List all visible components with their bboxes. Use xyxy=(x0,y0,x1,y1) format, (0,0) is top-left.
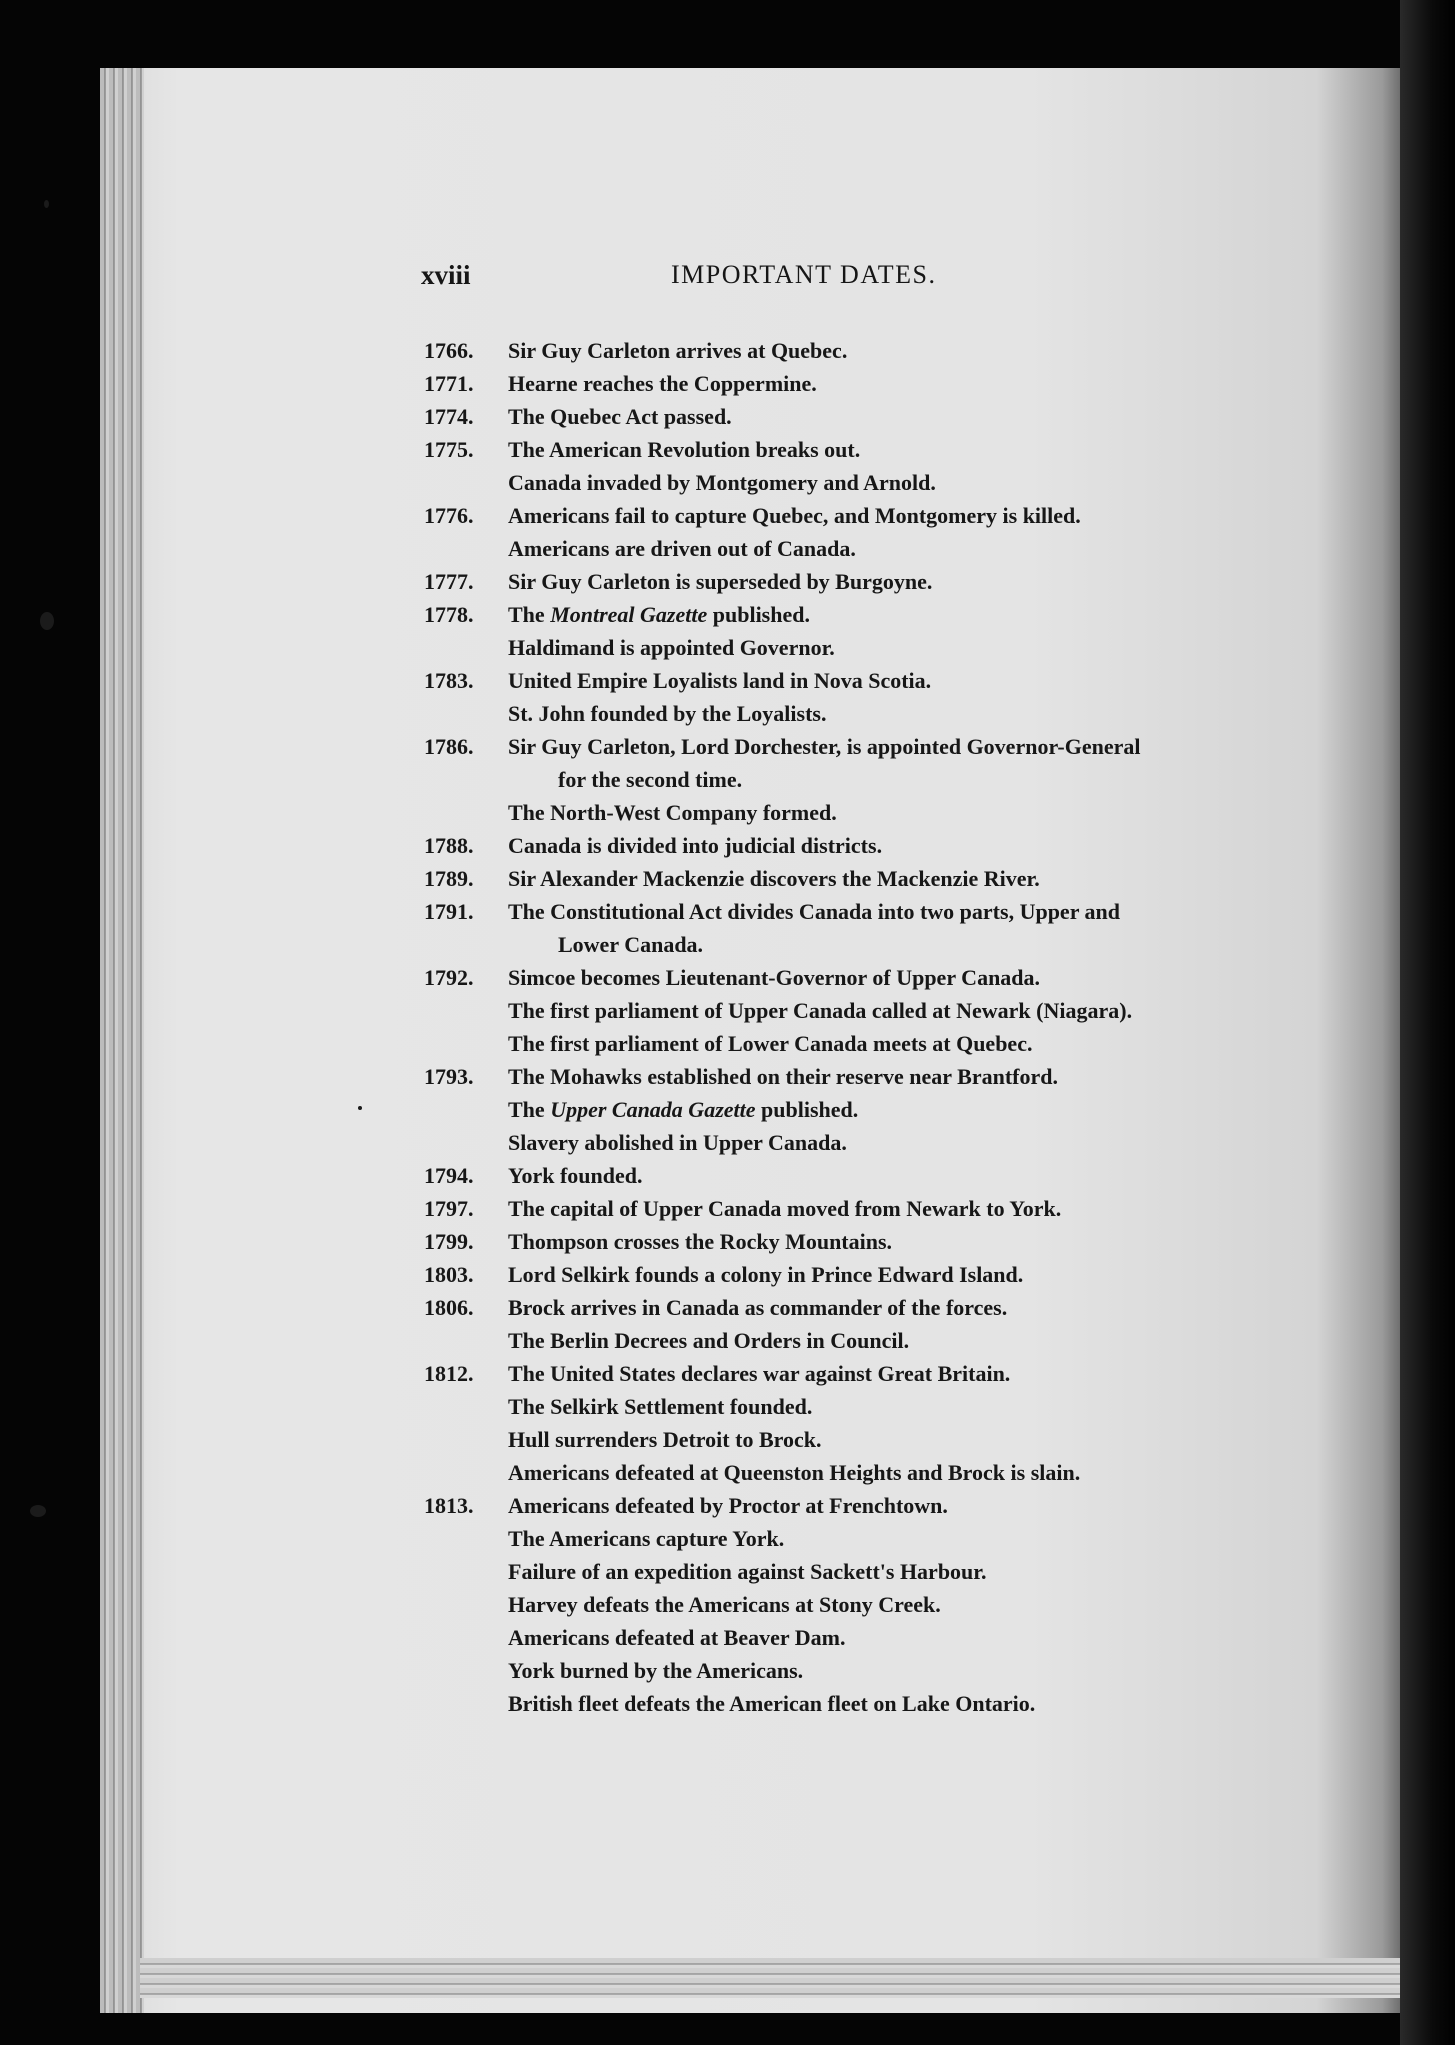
entry-text xyxy=(508,1555,987,1588)
entry-text xyxy=(508,1489,948,1522)
date-entry xyxy=(424,1588,1304,1621)
entry-text-part: Thompson crosses the Rocky Mountains. xyxy=(508,1229,893,1254)
entry-text xyxy=(508,1522,784,1555)
entry-text xyxy=(508,730,1140,763)
date-entry xyxy=(424,961,1304,994)
date-entry xyxy=(424,1126,1304,1159)
publication-title: Upper Canada Gazette xyxy=(550,1097,756,1122)
entry-year: 1813. xyxy=(424,1493,474,1518)
date-entry xyxy=(424,1654,1304,1687)
entry-text-part: The United States declares war against Great Britain. xyxy=(508,1361,1011,1386)
entry-text xyxy=(508,1126,847,1159)
entry-text xyxy=(558,928,703,961)
date-entry xyxy=(424,565,1304,598)
entry-text-part: The xyxy=(508,602,551,627)
entry-text-part: Americans fail to capture Quebec, and Montgomery is killed. xyxy=(508,503,1081,528)
entry-text xyxy=(508,433,860,466)
entry-year: 1794. xyxy=(424,1163,474,1188)
entry-text xyxy=(508,1687,1035,1720)
entry-text xyxy=(508,796,837,829)
date-entry xyxy=(424,367,1304,400)
entry-text-part: St. John founded by the Loyalists. xyxy=(508,701,827,726)
date-entry xyxy=(424,1060,1304,1093)
date-entry xyxy=(424,1423,1304,1456)
book-binding-shadow xyxy=(1400,0,1455,2045)
entry-year: 1778. xyxy=(424,602,474,627)
entry-text-part: Harvey defeats the Americans at Stony Creek. xyxy=(508,1592,941,1617)
scan-speck xyxy=(40,612,54,630)
date-entry xyxy=(424,1192,1304,1225)
date-entry xyxy=(424,400,1304,433)
entry-year: 1793. xyxy=(424,1064,474,1089)
entry-year: 1774. xyxy=(424,404,474,429)
entry-text xyxy=(508,1159,642,1192)
entry-text xyxy=(508,1390,812,1423)
scan-speck xyxy=(44,200,49,208)
entry-text xyxy=(508,400,732,433)
date-entry xyxy=(424,499,1304,532)
entry-text xyxy=(508,598,810,631)
entry-text xyxy=(508,697,826,730)
date-entry xyxy=(424,1324,1304,1357)
entry-text-part: York burned by the Americans. xyxy=(508,1658,804,1683)
page-stack-left-edge xyxy=(100,68,144,2013)
entry-year: 1799. xyxy=(424,1229,474,1254)
entry-text-part: Simcoe becomes Lieutenant-Governor of Upper Canada. xyxy=(508,965,1041,990)
entry-text xyxy=(508,1060,1058,1093)
entry-year: 1776. xyxy=(424,503,474,528)
entry-text-part: Canada invaded by Montgomery and Arnold. xyxy=(508,470,936,495)
entry-text-part: United Empire Loyalists land in Nova Scotia. xyxy=(508,668,932,693)
date-entry xyxy=(424,1456,1304,1489)
entry-text-part: published. xyxy=(707,602,810,627)
date-entry xyxy=(424,1258,1304,1291)
entry-text-part: The Americans capture York. xyxy=(508,1526,785,1551)
entry-text-part: The Berlin Decrees and Orders in Council. xyxy=(508,1328,910,1353)
date-entry xyxy=(424,763,1304,796)
entry-text-part: Americans are driven out of Canada. xyxy=(508,536,856,561)
date-entry xyxy=(424,1291,1304,1324)
entry-text-part: Americans defeated at Beaver Dam. xyxy=(508,1625,846,1650)
entry-text-part: The Mohawks established on their reserve near Brantford. xyxy=(508,1064,1058,1089)
page-stack-bottom-edge xyxy=(140,1958,1422,1998)
entry-text xyxy=(508,367,817,400)
entry-text-part: Slavery abolished in Upper Canada. xyxy=(508,1130,847,1155)
date-entry xyxy=(424,466,1304,499)
entry-text xyxy=(508,829,882,862)
entry-text-part: The Constitutional Act divides Canada into two parts, Upper and xyxy=(508,899,1121,924)
entry-year: 1791. xyxy=(424,899,474,924)
date-entry xyxy=(424,1687,1304,1720)
entry-year: 1789. xyxy=(424,866,474,891)
entry-text xyxy=(508,1588,941,1621)
entry-text xyxy=(508,631,835,664)
date-entry xyxy=(424,895,1304,928)
entry-text xyxy=(508,1093,858,1126)
scan-speck xyxy=(358,1106,362,1110)
entry-text-part: The first parliament of Upper Canada called at Newark (Niagara). xyxy=(508,998,1133,1023)
date-entry xyxy=(424,1390,1304,1423)
entry-text-part: British fleet defeats the American fleet on Lake Ontario. xyxy=(508,1691,1036,1716)
entry-text xyxy=(508,1654,803,1687)
entry-text-part: The American Revolution breaks out. xyxy=(508,437,861,462)
entry-text-part: Hearne reaches the Coppermine. xyxy=(508,371,817,396)
entry-text-part: Americans defeated by Proctor at Frenchtown. xyxy=(508,1493,948,1518)
entry-text-part: Sir Guy Carleton arrives at Quebec. xyxy=(508,338,848,363)
date-entry xyxy=(424,730,1304,763)
entry-text xyxy=(508,1225,892,1258)
entry-text-part: Americans defeated at Queenston Heights and Brock is slain. xyxy=(508,1460,1081,1485)
running-title: IMPORTANT DATES. xyxy=(671,260,937,289)
date-entry xyxy=(424,796,1304,829)
entry-text-part: Hull surrenders Detroit to Brock. xyxy=(508,1427,822,1452)
entry-text xyxy=(508,466,936,499)
entry-year: 1803. xyxy=(424,1262,474,1287)
entry-year: 1783. xyxy=(424,668,474,693)
entry-year: 1786. xyxy=(424,734,474,759)
entry-text xyxy=(508,1192,1061,1225)
date-entry xyxy=(424,433,1304,466)
date-entry xyxy=(424,928,1304,961)
entry-text xyxy=(508,994,1132,1027)
entry-text xyxy=(508,1423,821,1456)
entry-text xyxy=(508,862,1040,895)
entry-text-part: Lower Canada. xyxy=(558,932,704,957)
date-entry xyxy=(424,1489,1304,1522)
entry-text xyxy=(508,664,931,697)
entry-text xyxy=(508,895,1120,928)
entry-text xyxy=(508,1357,1010,1390)
entry-text xyxy=(508,532,856,565)
entry-year: 1788. xyxy=(424,833,474,858)
entry-year: 1812. xyxy=(424,1361,474,1386)
entry-text xyxy=(508,1621,845,1654)
entry-year: 1792. xyxy=(424,965,474,990)
date-entry xyxy=(424,697,1304,730)
entry-text-part: Failure of an expedition against Sackett's Harbour. xyxy=(508,1559,987,1584)
dates-list xyxy=(424,334,1304,1720)
entry-text-part: The Selkirk Settlement founded. xyxy=(508,1394,813,1419)
date-entry xyxy=(424,1093,1304,1126)
entry-year: 1775. xyxy=(424,437,474,462)
page-number: xviii xyxy=(421,260,471,290)
entry-text xyxy=(508,499,1081,532)
date-entry xyxy=(424,631,1304,664)
entry-text-part: published. xyxy=(755,1097,859,1122)
entry-text-part: Lord Selkirk founds a colony in Prince Edward Island. xyxy=(508,1262,1024,1287)
date-entry xyxy=(424,862,1304,895)
entry-text xyxy=(508,1324,909,1357)
entry-text-part: York founded. xyxy=(508,1163,643,1188)
entry-text-part: Sir Guy Carleton is superseded by Burgoyne. xyxy=(508,569,933,594)
date-entry xyxy=(424,1027,1304,1060)
entry-year: 1766. xyxy=(424,338,474,363)
entry-text-part: Sir Alexander Mackenzie discovers the Mackenzie River. xyxy=(508,866,1040,891)
entry-year: 1777. xyxy=(424,569,474,594)
entry-year: 1806. xyxy=(424,1295,474,1320)
date-entry xyxy=(424,1357,1304,1390)
entry-text-part: The capital of Upper Canada moved from Newark to York. xyxy=(508,1196,1062,1221)
date-entry xyxy=(424,1555,1304,1588)
entry-text xyxy=(508,1027,1032,1060)
date-entry xyxy=(424,532,1304,565)
entry-text xyxy=(558,763,742,796)
entry-text xyxy=(508,1456,1080,1489)
entry-text-part: for the second time. xyxy=(558,767,743,792)
entry-text xyxy=(508,961,1040,994)
entry-text-part: Sir Guy Carleton, Lord Dorchester, is appointed Governor-General xyxy=(508,734,1141,759)
scan-speck xyxy=(30,1505,46,1517)
entry-text-part: The Quebec Act passed. xyxy=(508,404,732,429)
date-entry xyxy=(424,829,1304,862)
date-entry xyxy=(424,334,1304,367)
date-entry xyxy=(424,1621,1304,1654)
entry-text-part: The first parliament of Lower Canada meets at Quebec. xyxy=(508,1031,1033,1056)
date-entry xyxy=(424,1522,1304,1555)
entry-year: 1771. xyxy=(424,371,474,396)
entry-text-part: The xyxy=(508,1097,551,1122)
entry-text-part: The North-West Company formed. xyxy=(508,800,837,825)
date-entry xyxy=(424,994,1304,1027)
entry-year: 1797. xyxy=(424,1196,474,1221)
date-entry xyxy=(424,598,1304,631)
publication-title: Montreal Gazette xyxy=(550,602,708,627)
entry-text-part: Brock arrives in Canada as commander of the forces. xyxy=(508,1295,1008,1320)
entry-text xyxy=(508,1291,1007,1324)
date-entry xyxy=(424,1225,1304,1258)
entry-text-part: Canada is divided into judicial districts. xyxy=(508,833,883,858)
entry-text xyxy=(508,565,932,598)
page-header xyxy=(421,260,1287,300)
date-entry xyxy=(424,664,1304,697)
entry-text-part: Haldimand is appointed Governor. xyxy=(508,635,835,660)
entry-text xyxy=(508,1258,1023,1291)
entry-text xyxy=(508,334,847,367)
date-entry xyxy=(424,1159,1304,1192)
